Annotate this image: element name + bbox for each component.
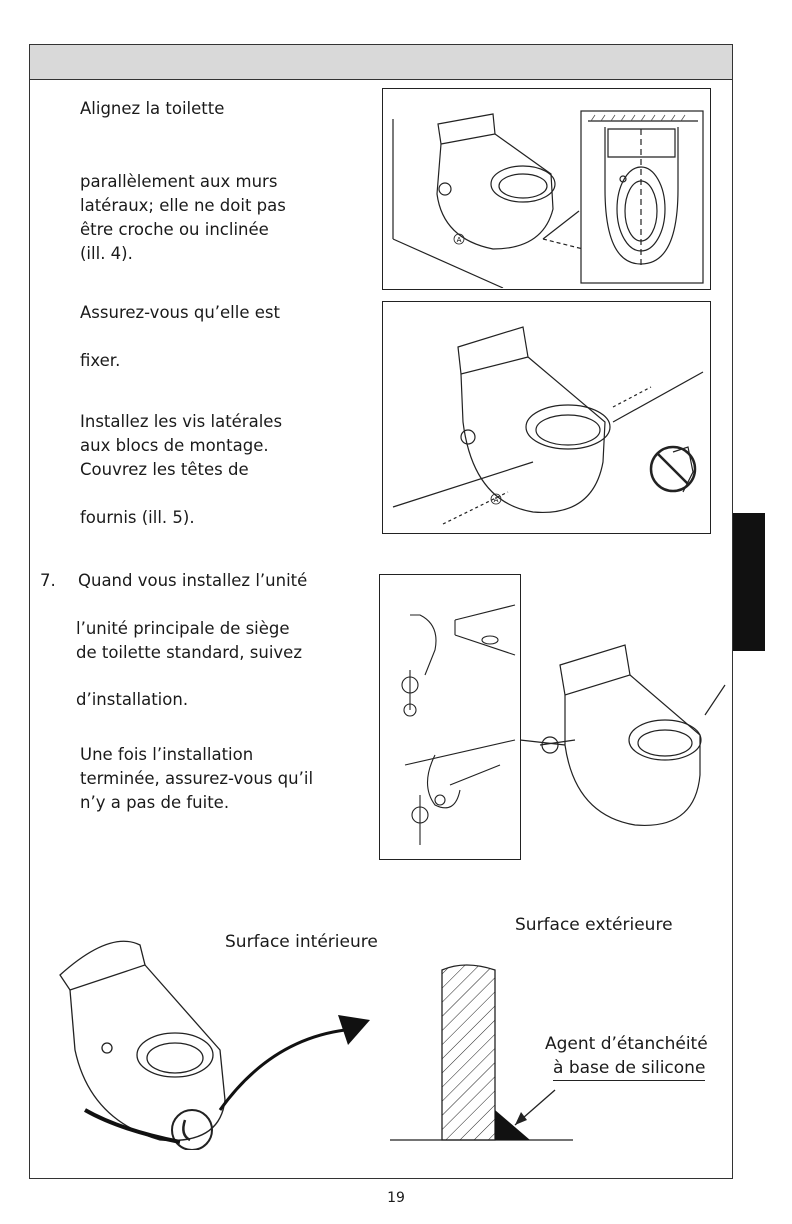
align-line1: Alignez la toilette: [80, 99, 225, 118]
align-line4: être croche ou inclinée: [80, 220, 269, 239]
wall-section-svg: [385, 960, 585, 1150]
section-header-band: [29, 44, 733, 80]
surface-exterior-label: Surface extérieure: [515, 915, 673, 935]
step7-line1: Quand vous installez l’unité: [78, 571, 308, 590]
figure-5: [382, 301, 711, 534]
sealant-label-line2: à base de silicone: [553, 1058, 705, 1081]
screws-line2: aux blocs de montage.: [80, 436, 269, 455]
screws-line1: Installez les vis latérales: [80, 412, 283, 431]
leak-line2: terminée, assurez-vous qu’il: [80, 769, 314, 788]
page-number: 19: [387, 1190, 405, 1206]
fix-line2: fixer.: [80, 351, 121, 370]
wall-section-illustration: [385, 960, 585, 1150]
figure-4-callout: A: [456, 236, 462, 244]
surface-interior-label: Surface intérieure: [225, 932, 378, 952]
figure-5-illustration: [383, 302, 709, 532]
figure-6-main: [515, 625, 733, 865]
section-tab: [733, 513, 765, 651]
sealant-label-line1: Agent d’étanchéité: [545, 1034, 708, 1054]
step7-number: 7.: [40, 571, 56, 590]
step7-line2: l’unité principale de siège: [76, 619, 290, 638]
figure-4-illustration: [383, 89, 709, 288]
figure-6-detail: [379, 574, 521, 860]
figure-5-callout: A: [493, 496, 499, 504]
screws-line4: fournis (ill. 5).: [80, 508, 195, 527]
align-line3: latéraux; elle ne doit pas: [80, 196, 286, 215]
leak-line1: Une fois l’installation: [80, 745, 254, 764]
figure-6-main-illustration: [515, 625, 733, 865]
step7-line3: de toilette standard, suivez: [76, 643, 302, 662]
figure-6-detail-illustration: [380, 575, 519, 858]
fix-line1: Assurez-vous qu’elle est: [80, 303, 280, 322]
leak-line3: n’y a pas de fuite.: [80, 793, 230, 812]
curved-arrow-icon: [210, 1010, 380, 1120]
align-line2: parallèlement aux murs: [80, 172, 278, 191]
figure-4: [382, 88, 711, 290]
step7-line4: d’installation.: [76, 690, 189, 709]
align-line5: (ill. 4).: [80, 244, 133, 263]
arrow-graphic: [210, 1010, 380, 1120]
screws-line3: Couvrez les têtes de: [80, 460, 249, 479]
